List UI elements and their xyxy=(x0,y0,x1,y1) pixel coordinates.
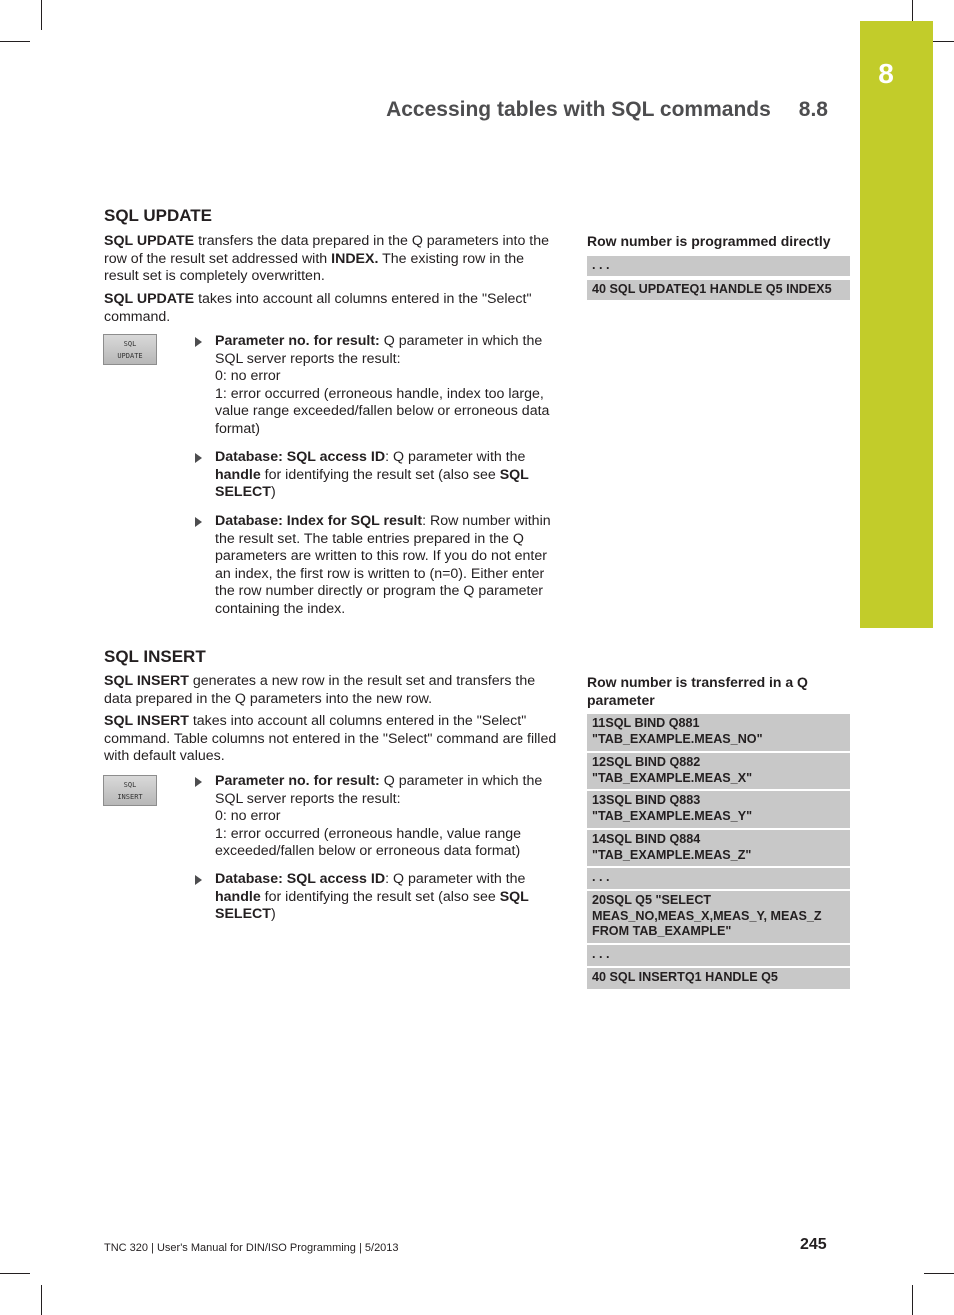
bullet-item: Database: SQL access ID: Q parameter with the handle for identifying the result set (also see SQL SELECT) xyxy=(195,449,560,502)
bullet-label: Parameter no. for result: xyxy=(215,333,380,349)
header-section-number: 8.8 xyxy=(798,98,828,121)
cross-reference: SQL SELECT xyxy=(215,888,529,923)
crop-mark xyxy=(41,0,42,30)
bullet-arrow-icon xyxy=(195,337,202,347)
bullet-arrow-icon xyxy=(195,777,202,787)
example-title: Row number is programmed directly xyxy=(587,233,831,249)
crop-mark xyxy=(0,1273,30,1274)
bullet-arrow-icon xyxy=(195,517,202,527)
bullet-item: Database: Index for SQL result: Row number within the result set. The table entries prepared in the Q parameters are written to this row. If you do not enter an index, the first row is written to (n=0). Either enter the row number directly or program the Q parameter containing the index. xyxy=(195,513,560,619)
command-name: SQL UPDATE xyxy=(104,233,195,249)
code-row: 20SQL Q5 "SELECT MEAS_NO,MEAS_X,MEAS_Y, MEAS_Z FROM TAB_EXAMPLE" xyxy=(587,891,850,943)
code-row: . . . xyxy=(587,868,850,889)
code-row: 40 SQL INSERTQ1 HANDLE Q5 xyxy=(587,968,850,989)
sql-insert-intro-paragraph: SQL INSERT generates a new row in the result set and transfers the data prepared in the Q parameters into the new row. xyxy=(104,673,536,707)
crop-mark xyxy=(41,1285,42,1315)
code-row: 12SQL BIND Q882 "TAB_EXAMPLE.MEAS_X" xyxy=(587,753,850,789)
bullet-label: Parameter no. for result: xyxy=(215,773,380,789)
code-row: 13SQL BIND Q883 "TAB_EXAMPLE.MEAS_Y" xyxy=(587,791,850,828)
command-name: SQL INSERT xyxy=(104,673,189,689)
bullet-item: Parameter no. for result: Q parameter in which the SQL server reports the result: 0: no error 1: error occurred (erroneous handle, value range exceeded/fallen below or erroneous data format) xyxy=(195,773,560,861)
bullet-label: Database: SQL access ID xyxy=(215,871,386,887)
example-title: Row number is transferred in a Q parameter xyxy=(587,674,808,708)
bullet-arrow-icon xyxy=(195,453,202,463)
code-row: . . . xyxy=(587,256,850,276)
sql-update-softkey: SQL UPDATE xyxy=(103,334,157,365)
section-title-sql-insert: SQL INSERT xyxy=(104,647,206,666)
bullet-item: Database: SQL access ID: Q parameter with the handle for identifying the result set (also see SQL SELECT) xyxy=(195,871,560,924)
crop-mark xyxy=(924,1273,954,1274)
code-row: 40 SQL UPDATEQ1 HANDLE Q5 INDEX5 xyxy=(587,280,850,300)
chapter-number: 8 xyxy=(878,58,894,89)
chapter-tab xyxy=(860,21,933,628)
crop-mark xyxy=(0,41,30,42)
running-header xyxy=(386,98,828,122)
code-row: . . . xyxy=(587,945,850,966)
code-row: 11SQL BIND Q881 "TAB_EXAMPLE.MEAS_NO" xyxy=(587,714,850,751)
sql-insert-columns-paragraph: SQL INSERT takes into account all columns entered in the "Select" command. Table columns not entered in the "Select" command are filled with default values. xyxy=(104,713,557,765)
sql-update-intro-paragraph: SQL UPDATE transfers the data prepared in the Q parameters into the row of the result set addressed with INDEX. The existing row in the result set is completely overwritten. xyxy=(104,233,550,285)
header-title: Accessing tables with SQL commands xyxy=(386,98,771,121)
index-keyword: INDEX. xyxy=(331,250,379,267)
code-row: 14SQL BIND Q884 "TAB_EXAMPLE.MEAS_Z" xyxy=(587,830,850,866)
cross-reference: SQL SELECT xyxy=(215,466,529,501)
command-name: SQL UPDATE xyxy=(104,291,195,307)
crop-mark xyxy=(912,1285,913,1315)
bullet-arrow-icon xyxy=(195,875,202,885)
page-number: 245 xyxy=(800,1236,827,1253)
bullet-label: Database: SQL access ID xyxy=(215,449,386,465)
footer-text: TNC 320 | User's Manual for DIN/ISO Programming | 5/2013 xyxy=(104,1242,399,1254)
sql-insert-softkey: SQL INSERT xyxy=(103,775,157,806)
bullet-label: Database: Index for SQL result xyxy=(215,513,423,529)
section-title-sql-update: SQL UPDATE xyxy=(104,206,212,225)
bullet-item: Parameter no. for result: Q parameter in which the SQL server reports the result: 0: no error 1: error occurred (erroneous handle, index too large, value range exceeded/fallen below or erroneous data format) xyxy=(195,333,560,439)
sql-update-columns-paragraph: SQL UPDATE takes into account all columns entered in the "Select" command. xyxy=(104,291,532,325)
command-name: SQL INSERT xyxy=(104,713,189,729)
